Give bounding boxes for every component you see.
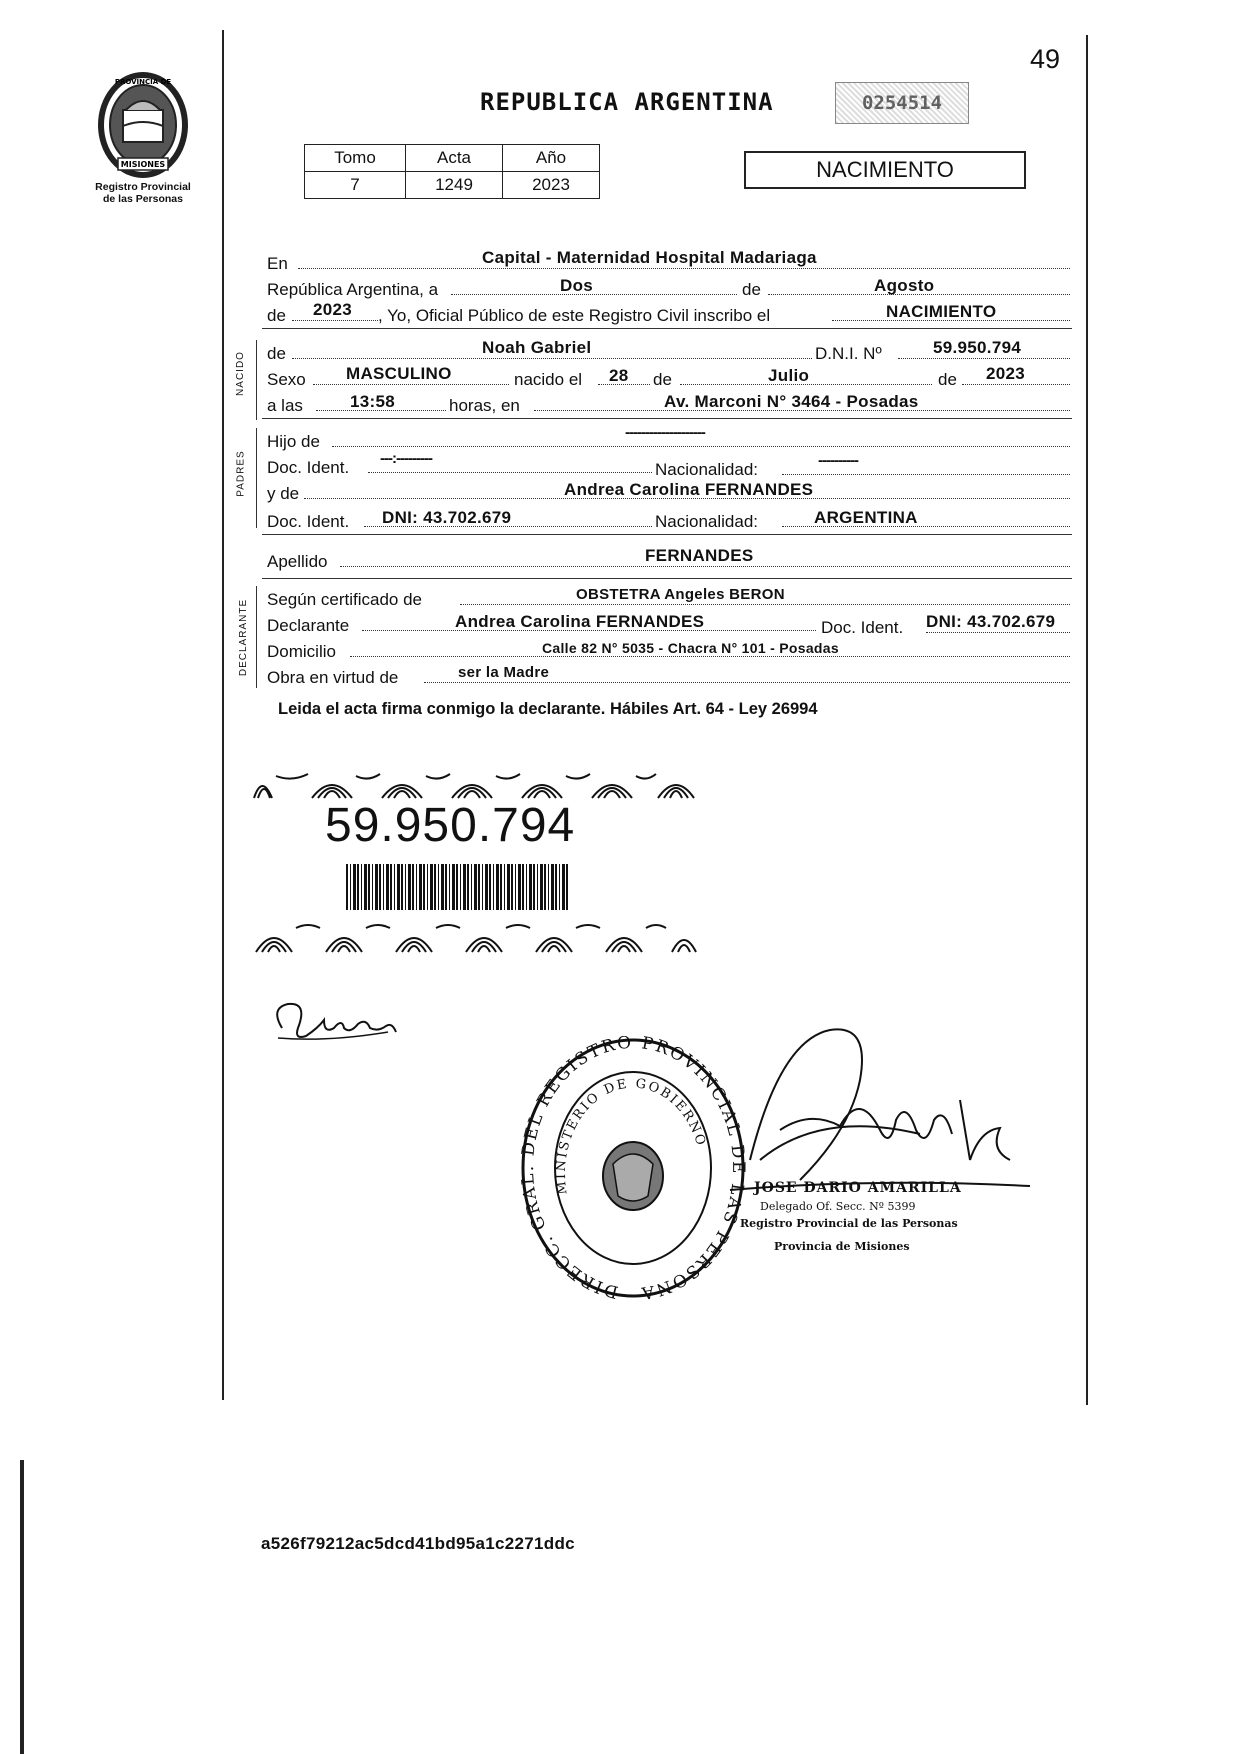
registry-table-value-row bbox=[305, 172, 600, 199]
acta-value: 1249 bbox=[406, 172, 503, 199]
declarante-bracket bbox=[256, 586, 257, 688]
section-divider bbox=[262, 534, 1072, 535]
alas-label: a las bbox=[267, 396, 303, 415]
sexo-label: Sexo bbox=[267, 370, 306, 389]
serial-stamp bbox=[835, 82, 969, 124]
anio-act-value: 2023 bbox=[313, 300, 353, 319]
left-margin-line bbox=[222, 30, 224, 1400]
padre-nacionalidad-dots bbox=[782, 474, 1070, 475]
lugar-value: Av. Marconi N° 3464 - Posadas bbox=[664, 392, 919, 411]
obra-value: ser la Madre bbox=[458, 664, 550, 681]
inscribo-value: NACIMIENTO bbox=[886, 302, 997, 321]
official-name: JOSE DARIO AMARILLA bbox=[754, 1180, 962, 1196]
hora-value: 13:58 bbox=[350, 392, 395, 411]
official-line-3: Provincia de Misiones bbox=[774, 1240, 910, 1253]
domicilio-dots bbox=[350, 656, 1070, 657]
guilloche-strip-bottom bbox=[252, 920, 698, 954]
nacido-dia-value: 28 bbox=[609, 366, 629, 385]
right-margin-line bbox=[1086, 35, 1088, 1405]
svg-text:MINISTERIO DE GOBIERNO: MINISTERIO DE GOBIERNO bbox=[553, 1076, 709, 1196]
declarante-doc-label: Doc. Ident. bbox=[821, 618, 904, 637]
document-title: REPUBLICA ARGENTINA bbox=[480, 88, 774, 116]
declarante-section-label: DECLARANTE bbox=[238, 598, 250, 677]
svg-text:MISIONES: MISIONES bbox=[120, 160, 166, 169]
madre-doc-label: Doc. Ident. bbox=[267, 512, 350, 531]
sexo-value: MASCULINO bbox=[346, 364, 452, 383]
apellido-label: Apellido bbox=[267, 552, 328, 571]
nacido-section-label: NACIDO bbox=[234, 351, 246, 396]
certificado-label: Según certificado de bbox=[267, 590, 422, 609]
nacido-el-label: nacido el bbox=[514, 370, 583, 389]
closing-text: Leida el acta firma conmigo la declarante. Hábiles Art. 64 - Ley 26994 bbox=[278, 700, 818, 718]
de2-label: de bbox=[267, 306, 286, 325]
padre-doc-value: ---:--------- bbox=[380, 450, 432, 467]
id-number: 59.950.794 bbox=[325, 799, 576, 852]
section-divider bbox=[262, 418, 1072, 419]
domicilio-value: Calle 82 N° 5035 - Chacra N° 101 - Posadas bbox=[542, 640, 839, 656]
oficial-text: , Yo, Oficial Público de este Registro Civil inscribo el bbox=[378, 306, 771, 325]
hijo-label: Hijo de bbox=[267, 432, 320, 451]
mes-value: Agosto bbox=[874, 276, 935, 295]
sexo-dots bbox=[313, 384, 509, 385]
padre-nombre-dots bbox=[332, 446, 1070, 447]
padre-nacionalidad-value: ---------- bbox=[818, 452, 858, 469]
padre-doc-label: Doc. Ident. bbox=[267, 458, 350, 477]
dni-value: 59.950.794 bbox=[933, 338, 1022, 357]
tomo-value: 7 bbox=[305, 172, 406, 199]
obra-dots bbox=[424, 682, 1070, 683]
madre-nacionalidad-value: ARGENTINA bbox=[814, 508, 918, 527]
declarant-signature bbox=[268, 998, 418, 1048]
anio-dots bbox=[292, 320, 378, 321]
nombre-dots bbox=[292, 358, 812, 359]
en-dots bbox=[298, 268, 1070, 269]
logo-caption-line-1: Registro Provincial bbox=[95, 181, 191, 193]
horas-label: horas, en bbox=[449, 396, 520, 415]
apellido-value: FERNANDES bbox=[645, 546, 754, 565]
certificado-value: OBSTETRA Angeles BERON bbox=[576, 586, 785, 603]
madre-nombre-value: Andrea Carolina FERNANDES bbox=[564, 480, 814, 499]
serial-stamp-number: 0254514 bbox=[861, 92, 943, 114]
nacido-anio-value: 2023 bbox=[986, 364, 1026, 383]
declarante-doc-value: DNI: 43.702.679 bbox=[926, 612, 1056, 631]
svg-text:PROVINCIA DE: PROVINCIA DE bbox=[114, 78, 172, 86]
de-label: de bbox=[742, 280, 761, 299]
madre-doc-value: DNI: 43.702.679 bbox=[382, 508, 512, 527]
page-number: 49 bbox=[1030, 44, 1061, 74]
declarante-doc-dots bbox=[926, 632, 1070, 633]
padres-section-label: PADRES bbox=[235, 450, 247, 497]
padre-doc-dots bbox=[368, 472, 652, 473]
certificado-dots bbox=[460, 604, 1070, 605]
nacido-mes-value: Julio bbox=[768, 366, 810, 385]
nacido-de-label: de bbox=[267, 344, 286, 363]
official-line-1: Delegado Of. Secc. Nº 5399 bbox=[760, 1200, 916, 1213]
section-divider bbox=[262, 578, 1072, 579]
republica-label: República Argentina, a bbox=[267, 280, 439, 299]
nacido-anio-dots bbox=[962, 384, 1070, 385]
dni-dots bbox=[898, 358, 1070, 359]
padre-nombre-value: -------------------- bbox=[625, 424, 705, 441]
registry-table-header: Año bbox=[503, 145, 600, 172]
dni-label: D.N.I. Nº bbox=[815, 344, 882, 363]
madre-nacionalidad-label: Nacionalidad: bbox=[655, 512, 759, 531]
dia-value: Dos bbox=[560, 276, 594, 295]
republica-dots bbox=[451, 294, 737, 295]
padre-nacionalidad-label: Nacionalidad: bbox=[655, 460, 759, 479]
obra-label: Obra en virtud de bbox=[267, 668, 399, 687]
section-divider bbox=[262, 328, 1072, 329]
registry-table-header: Tomo bbox=[305, 145, 406, 172]
apellido-dots bbox=[340, 566, 1070, 567]
footer-hash: a526f79212ac5dcd41bd95a1c2271ddc bbox=[261, 1534, 575, 1553]
anio-value: 2023 bbox=[503, 172, 600, 199]
nacido-de-label-3: de bbox=[938, 370, 957, 389]
guilloche-strip-top bbox=[252, 770, 698, 800]
barcode bbox=[346, 864, 568, 910]
nacido-bracket bbox=[256, 340, 257, 420]
nacido-de-label-2: de bbox=[653, 370, 672, 389]
domicilio-label: Domicilio bbox=[267, 642, 336, 661]
registry-table-header-row bbox=[305, 145, 600, 172]
en-label: En bbox=[267, 254, 288, 273]
scan-edge-line bbox=[20, 1460, 24, 1754]
act-type-box: NACIMIENTO bbox=[744, 151, 1026, 189]
yde-label: y de bbox=[267, 484, 300, 503]
registry-table bbox=[304, 144, 600, 199]
registry-logo bbox=[88, 70, 198, 180]
nombre-value: Noah Gabriel bbox=[482, 338, 592, 357]
official-seal bbox=[520, 1036, 746, 1300]
en-value: Capital - Maternidad Hospital Madariaga bbox=[482, 248, 817, 267]
declarante-label: Declarante bbox=[267, 616, 350, 635]
registry-table-header: Acta bbox=[406, 145, 503, 172]
logo-caption-line-2: de las Personas bbox=[103, 193, 183, 205]
svg-text:DIRECC. GRAL. DEL REGISTRO PRO: DIRECC. GRAL. DEL REGISTRO PROVINCIAL D LAS PERSONA bbox=[520, 1036, 746, 1300]
official-line-2: Registro Provincial de las Personas bbox=[740, 1217, 958, 1230]
padres-bracket bbox=[256, 428, 257, 528]
declarante-value: Andrea Carolina FERNANDES bbox=[455, 612, 705, 631]
logo-caption bbox=[70, 181, 216, 205]
